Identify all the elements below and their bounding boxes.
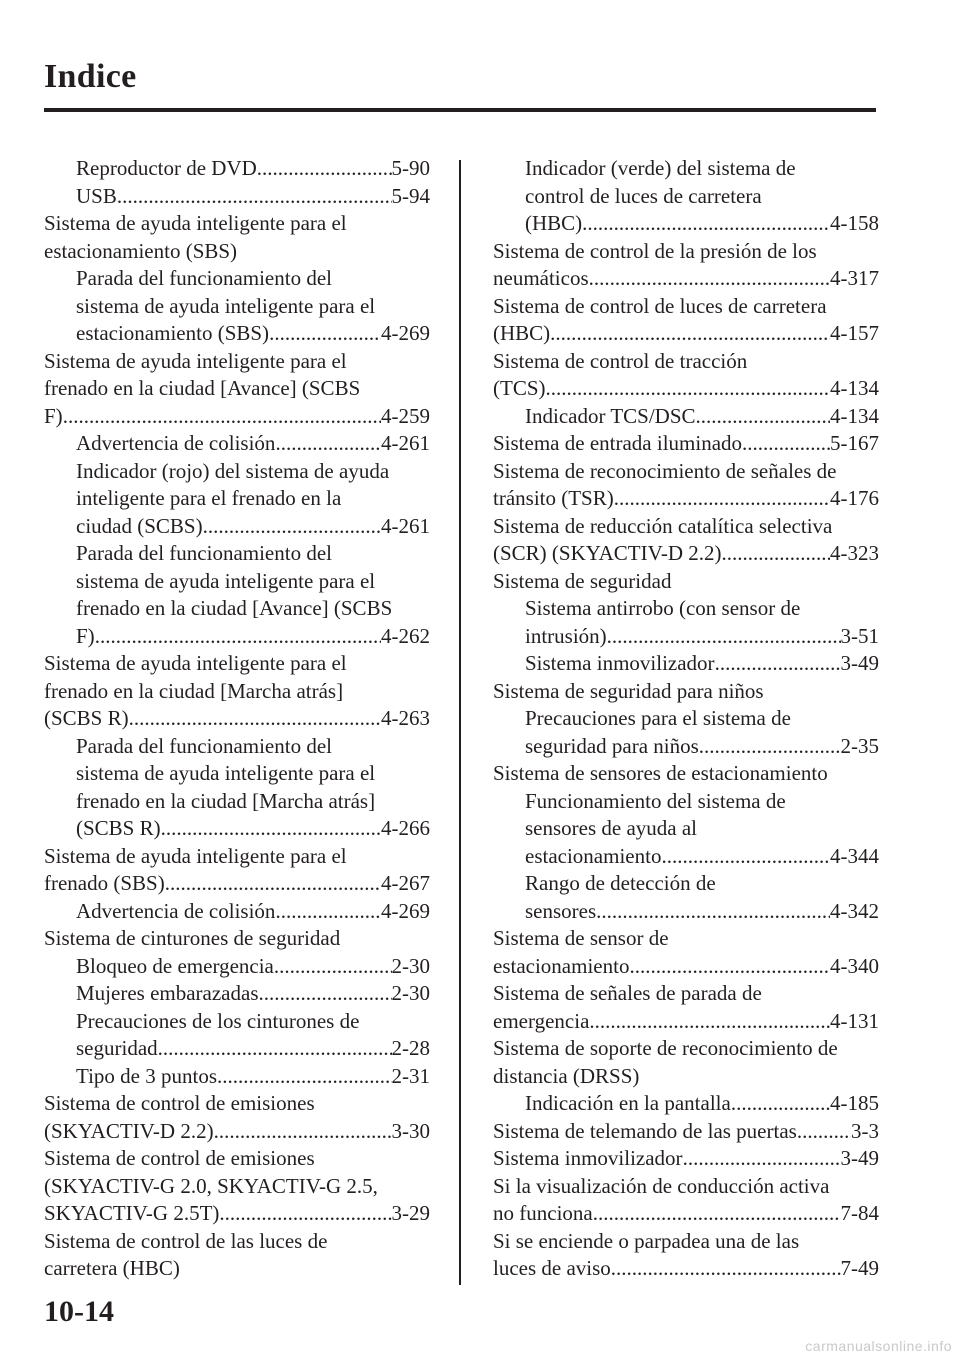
entry-page-ref: 4-134 — [830, 376, 879, 400]
watermark: carmanualsonline.info — [805, 1338, 952, 1354]
index-entry: Sistema de control de luces de carretera — [493, 293, 827, 318]
index-column-left — [44, 155, 430, 1283]
entry-text: Reproductor de DVD — [76, 156, 257, 180]
entry-text: Sistema de telemando de las puertas — [493, 1118, 797, 1143]
entry-page-ref: 4-131 — [830, 1008, 879, 1033]
leader-dots — [269, 320, 381, 348]
leader-dots — [611, 1255, 841, 1283]
entry-page-ref: 4-323 — [830, 541, 879, 565]
leader-dots — [275, 898, 381, 926]
index-entry — [493, 1255, 879, 1283]
index-entry — [493, 1118, 879, 1146]
leader-dots — [117, 183, 392, 211]
entry-text: F) — [44, 403, 63, 428]
index-entry — [493, 210, 879, 238]
index-entry: distancia (DRSS) — [493, 1063, 640, 1088]
entry-page-ref: 7-84 — [840, 1201, 879, 1225]
index-entry — [493, 898, 879, 926]
leader-dots — [742, 430, 830, 458]
index-entry — [44, 1118, 430, 1146]
entry-page-ref: 3-49 — [840, 651, 879, 675]
index-entry — [493, 430, 879, 458]
index-entry: Parada del funcionamiento del — [76, 541, 332, 565]
leader-dots — [696, 403, 830, 431]
index-entry: inteligente para el frenado en la — [76, 486, 342, 510]
index-entry: Funcionamiento del sistema de — [525, 788, 786, 813]
leader-dots — [546, 375, 831, 403]
leader-dots — [699, 733, 841, 761]
index-entry — [44, 870, 430, 898]
entry-page-ref: 4-340 — [830, 953, 879, 978]
index-entry — [493, 403, 879, 431]
leader-dots — [722, 540, 831, 568]
entry-text: ciudad (SCBS) — [76, 513, 203, 538]
index-entry: Sistema de control de las luces de — [44, 1228, 328, 1253]
leader-dots — [731, 1090, 830, 1118]
entry-text: (HBC) — [493, 321, 551, 345]
index-entry: Sistema antirrobo (con sensor de — [525, 596, 801, 620]
entry-text: frenado (SBS) — [44, 871, 165, 895]
index-entry — [44, 1063, 430, 1091]
index-entry: Indicador (rojo) del sistema de ayuda — [76, 458, 390, 483]
index-entry: Sistema de control de emisiones — [44, 1146, 315, 1170]
leader-dots — [274, 953, 392, 981]
entry-text: Indicador TCS/DSC — [525, 403, 696, 428]
entry-page-ref: 3-30 — [391, 1118, 430, 1143]
entry-text: luces de aviso — [493, 1256, 611, 1280]
entry-page-ref: 4-262 — [381, 623, 430, 648]
entry-page-ref: 4-266 — [381, 816, 430, 840]
leader-dots — [582, 210, 830, 238]
index-entry — [44, 815, 430, 843]
entry-text: Bloqueo de emergencia — [76, 953, 274, 978]
entry-text: seguridad — [76, 1036, 158, 1060]
index-entry: Rango de detección de — [525, 871, 716, 895]
index-entry: Sistema de señales de parada de — [493, 981, 762, 1005]
index-entry: Sistema de sensor de — [493, 926, 669, 950]
entry-page-ref: 4-176 — [830, 486, 879, 510]
leader-dots — [63, 403, 381, 431]
entry-page-ref: 4-342 — [830, 898, 879, 923]
entry-text: seguridad para niños — [525, 733, 699, 758]
entry-text: estacionamiento — [493, 953, 630, 978]
index-entry: Sistema de seguridad — [493, 568, 672, 593]
index-entry: frenado en la ciudad [Avance] (SCBS — [44, 376, 361, 400]
index-entry: sistema de ayuda inteligente para el — [76, 761, 376, 785]
entry-page-ref: 4-157 — [830, 321, 879, 345]
entry-page-ref: 4-267 — [381, 871, 430, 895]
index-entry: Parada del funcionamiento del — [76, 266, 332, 290]
index-entry: Sistema de ayuda inteligente para el — [44, 211, 347, 235]
entry-page-ref: 4-269 — [381, 321, 430, 345]
index-entry — [493, 650, 879, 678]
entry-text: (HBC) — [525, 211, 583, 235]
index-entry: Sistema de ayuda inteligente para el — [44, 843, 347, 868]
index-entry — [44, 430, 430, 458]
leader-dots — [214, 1118, 392, 1146]
leader-dots — [129, 705, 381, 733]
index-entry: Precauciones para el sistema de — [525, 706, 791, 730]
column-divider — [459, 160, 461, 1285]
leader-dots — [95, 623, 381, 651]
index-entry: Sistema de cinturones de seguridad — [44, 926, 341, 950]
leader-dots — [217, 1063, 391, 1091]
index-entry: Si se enciende o parpadea una de las — [493, 1228, 800, 1253]
page-title: Indice — [44, 58, 137, 95]
leader-dots — [203, 513, 381, 541]
entry-text: F) — [76, 623, 95, 648]
index-entry — [493, 1145, 879, 1173]
entry-text: emergencia — [493, 1008, 590, 1033]
index-column-right — [493, 155, 879, 1283]
index-entry: sistema de ayuda inteligente para el — [76, 568, 376, 593]
entry-text: (SCBS R) — [44, 706, 129, 730]
index-entry: frenado en la ciudad [Avance] (SCBS — [76, 596, 393, 620]
index-entry: (SKYACTIV-G 2.0, SKYACTIV-G 2.5, — [44, 1173, 378, 1198]
entry-page-ref: 4-263 — [381, 706, 430, 730]
header-rule — [44, 108, 876, 112]
entry-page-ref: 4-158 — [830, 211, 879, 235]
index-entry: Sistema de soporte de reconocimiento de — [493, 1036, 838, 1060]
index-entry — [493, 1200, 879, 1228]
entry-page-ref: 3-49 — [840, 1146, 879, 1170]
entry-text: sensores — [525, 898, 597, 923]
index-entry: Sistema de seguridad para niños — [493, 678, 764, 703]
entry-page-ref: 3-51 — [840, 623, 879, 648]
index-entry — [493, 375, 879, 403]
index-entry — [44, 1200, 430, 1228]
index-entry — [493, 485, 879, 513]
index-entry: Precauciones de los cinturones de — [76, 1008, 360, 1033]
entry-page-ref: 2-28 — [391, 1036, 430, 1060]
index-entry: control de luces de carretera — [525, 183, 762, 208]
leader-dots — [661, 843, 830, 871]
index-entry — [493, 540, 879, 568]
leader-dots — [596, 898, 830, 926]
index-entry — [493, 733, 879, 761]
index-entry — [44, 980, 430, 1008]
index-entry — [493, 320, 879, 348]
entry-text: (SCR) (SKYACTIV-D 2.2) — [493, 541, 722, 565]
index-entry — [493, 1008, 879, 1036]
entry-text: estacionamiento — [525, 843, 662, 868]
entry-page-ref: 3-3 — [851, 1118, 879, 1143]
entry-page-ref: 5-94 — [391, 183, 430, 208]
index-entry — [44, 183, 430, 211]
entry-page-ref: 4-261 — [381, 431, 430, 455]
entry-text: neumáticos — [493, 266, 589, 290]
entry-page-ref: 4-134 — [830, 403, 879, 428]
index-entry: Sistema de ayuda inteligente para el — [44, 348, 347, 373]
leader-dots — [158, 1035, 392, 1063]
index-entry: Sistema de control de tracción — [493, 348, 748, 373]
index-entry — [44, 513, 430, 541]
index-entry: Sistema de control de emisiones — [44, 1091, 315, 1115]
index-entry — [44, 320, 430, 348]
entry-page-ref: 4-317 — [830, 266, 879, 290]
leader-dots — [259, 980, 392, 1008]
entry-text: estacionamiento (SBS) — [76, 321, 270, 345]
entry-text: (TCS) — [493, 376, 546, 400]
index-entry — [493, 843, 879, 871]
index-entry: estacionamiento (SBS) — [44, 238, 238, 263]
leader-dots — [219, 1200, 391, 1228]
index-entry — [44, 898, 430, 926]
leader-dots — [593, 1200, 841, 1228]
leader-dots — [607, 623, 841, 651]
entry-text: (SKYACTIV-D 2.2) — [44, 1118, 214, 1143]
index-entry: Sistema de ayuda inteligente para el — [44, 651, 347, 675]
entry-text: Sistema inmovilizador — [525, 651, 715, 675]
index-entry: Si la visualización de conducción activa — [493, 1173, 830, 1198]
index-entry: sistema de ayuda inteligente para el — [76, 293, 376, 318]
leader-dots — [275, 430, 381, 458]
index-entry: Sistema de sensores de estacionamiento — [493, 761, 828, 785]
index-entry: frenado en la ciudad [Marcha atrás] — [76, 788, 376, 813]
entry-page-ref: 2-30 — [391, 953, 430, 978]
entry-page-ref: 4-261 — [381, 513, 430, 538]
index-entry: Sistema de reconocimiento de señales de — [493, 458, 837, 483]
index-entry — [44, 1035, 430, 1063]
leader-dots — [797, 1118, 851, 1146]
leader-dots — [257, 155, 392, 183]
index-entry: Sistema de reducción catalítica selectiva — [493, 513, 833, 538]
index-entry — [493, 1090, 879, 1118]
leader-dots — [715, 650, 841, 678]
entry-text: Advertencia de colisión — [76, 898, 276, 923]
leader-dots — [589, 265, 830, 293]
entry-page-ref: 5-167 — [830, 431, 879, 455]
leader-dots — [161, 815, 381, 843]
entry-text: Sistema de entrada iluminado — [493, 431, 743, 455]
index-entry: frenado en la ciudad [Marcha atrás] — [44, 678, 344, 703]
entry-text: Sistema inmovilizador — [493, 1146, 683, 1170]
entry-text: USB — [76, 183, 117, 208]
entry-text: Indicación en la pantalla — [525, 1091, 731, 1115]
index-entry — [44, 623, 430, 651]
entry-text: Tipo de 3 puntos — [76, 1063, 218, 1088]
page-number: 10-14 — [44, 1295, 114, 1328]
leader-dots — [550, 320, 830, 348]
entry-page-ref: 4-185 — [830, 1091, 879, 1115]
index-entry — [493, 265, 879, 293]
leader-dots — [165, 870, 381, 898]
entry-page-ref: 3-29 — [391, 1201, 430, 1225]
entry-page-ref: 2-31 — [391, 1063, 430, 1088]
index-entry — [44, 953, 430, 981]
index-entry — [44, 403, 430, 431]
entry-page-ref: 2-35 — [840, 733, 879, 758]
index-entry — [493, 953, 879, 981]
entry-text: Mujeres embarazadas — [76, 981, 259, 1005]
entry-page-ref: 4-259 — [381, 403, 430, 428]
entry-page-ref: 2-30 — [391, 981, 430, 1005]
entry-text: SKYACTIV-G 2.5T) — [44, 1201, 220, 1225]
index-entry — [44, 705, 430, 733]
leader-dots — [614, 485, 830, 513]
entry-page-ref: 5-90 — [391, 156, 430, 180]
entry-text: intrusión) — [525, 623, 607, 648]
leader-dots — [683, 1145, 841, 1173]
entry-page-ref: 4-344 — [830, 843, 879, 868]
index-entry: Parada del funcionamiento del — [76, 733, 332, 758]
index-entry: Sistema de control de la presión de los — [493, 238, 817, 263]
index-entry: sensores de ayuda al — [525, 816, 698, 840]
leader-dots — [629, 953, 830, 981]
entry-page-ref: 4-269 — [381, 898, 430, 923]
entry-text: Advertencia de colisión — [76, 431, 276, 455]
index-entry — [44, 155, 430, 183]
index-entry: carretera (HBC) — [44, 1256, 180, 1280]
entry-text: tránsito (TSR) — [493, 486, 614, 510]
entry-text: no funciona — [493, 1201, 593, 1225]
entry-page-ref: 7-49 — [840, 1256, 879, 1280]
leader-dots — [589, 1008, 830, 1036]
index-entry: Indicador (verde) del sistema de — [525, 156, 796, 180]
entry-text: (SCBS R) — [76, 816, 161, 840]
index-entry — [493, 623, 879, 651]
